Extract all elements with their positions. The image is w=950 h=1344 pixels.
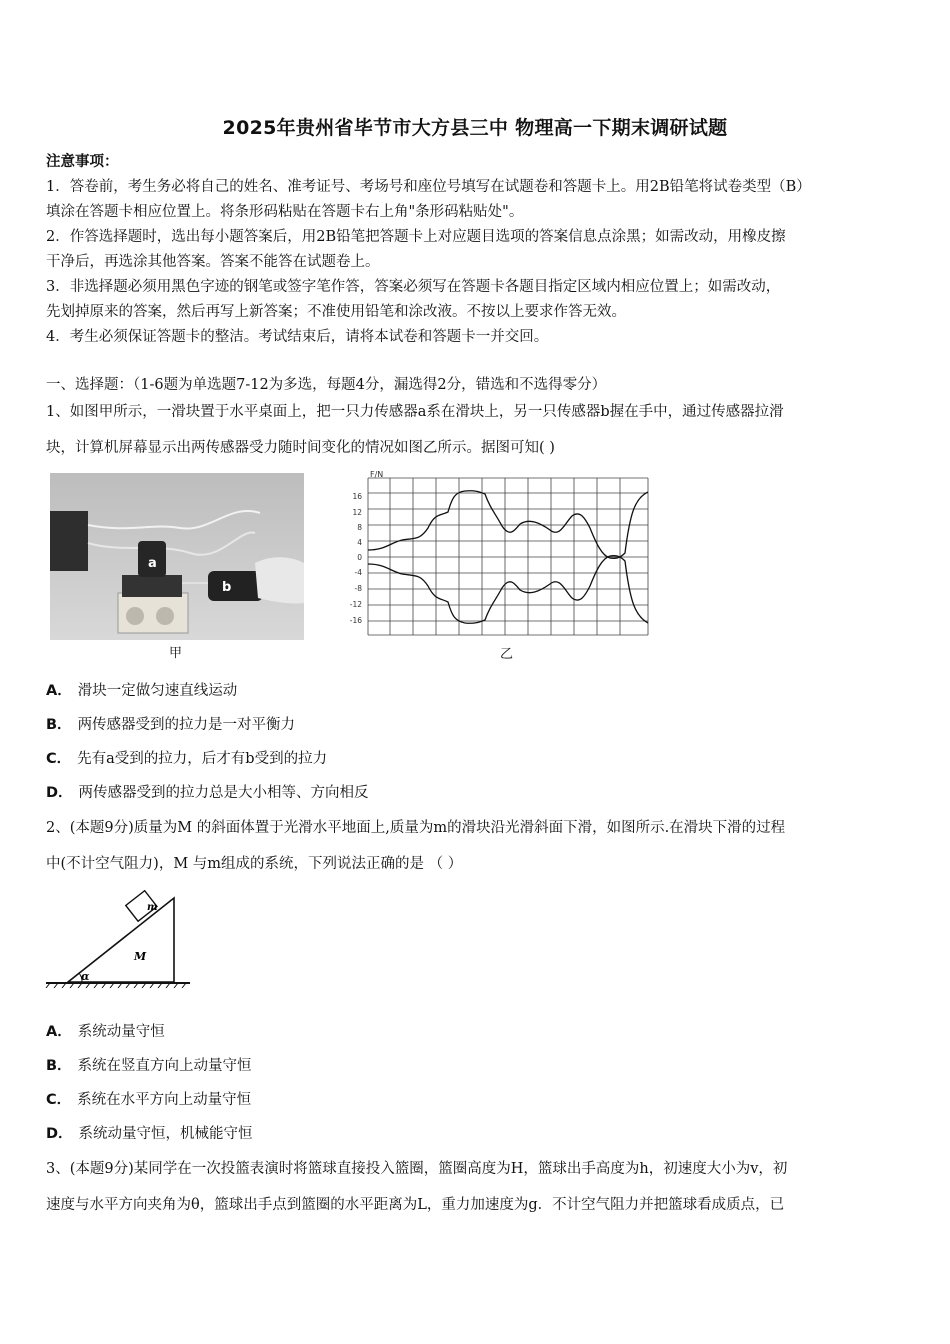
option-text: 系统在竖直方向上动量守恒: [77, 1058, 252, 1074]
sensor-b-curve: [368, 556, 648, 624]
option-letter: B．: [46, 717, 72, 733]
option-text: 滑块一定做匀速直线运动: [77, 683, 238, 699]
option-letter: B．: [46, 1058, 72, 1074]
photo-label-b: b: [222, 580, 232, 595]
y-tick-label: 12: [352, 508, 362, 517]
notice-line: 干净后，再选涂其他答案。答案不能答在试题卷上。: [46, 254, 380, 270]
y-tick-label: -8: [354, 584, 362, 593]
block-m-label: m: [147, 902, 158, 913]
sensor-a-curve: [368, 491, 648, 559]
option-text: 两传感器受到的拉力是一对平衡力: [77, 717, 296, 733]
option-letter: A．: [46, 683, 72, 699]
option-a[interactable]: [46, 681, 237, 701]
notice-line: 填涂在答题卡相应位置上。将条形码粘贴在答题卡右上角"条形码粘贴处"。: [46, 204, 524, 220]
option-b[interactable]: [46, 715, 295, 735]
notice-line: 先划掉原来的答案，然后再写上新答案；不准使用铅笔和涂改液。不按以上要求作答无效。: [46, 304, 626, 320]
y-tick-label: -4: [354, 568, 362, 577]
option-text: 系统动量守恒，机械能守恒: [78, 1126, 253, 1142]
option-c[interactable]: [46, 1090, 251, 1110]
notice-line: 2．作答选择题时，选出每小题答案后，用2B铅笔把答题卡上对应题目选项的答案信息点涂黑；如需改动，用橡皮擦: [46, 229, 786, 245]
section-heading: 一、选择题：（1-6题为单选题7-12为多选，每题4分，漏选得2分，错选和不选得零分）: [46, 377, 607, 393]
question-1-stem: 块，计算机屏幕显示出两传感器受力随时间变化的情况如图乙所示。据图可知( ): [46, 440, 555, 456]
y-tick-label: 0: [357, 553, 362, 562]
photo-label-a: a: [148, 556, 157, 571]
option-c[interactable]: [46, 749, 327, 769]
force-time-graph: [340, 468, 652, 640]
notice-heading: 注意事项：: [46, 153, 119, 170]
option-letter: C．: [46, 1092, 72, 1108]
notice-line: 3．非选择题必须用黑色字迹的钢笔或签字笔作答，答案必须写在答题卡各题目指定区域内相应位置上；如需改动，: [46, 279, 781, 295]
graph-axis-label: F/N: [370, 470, 384, 479]
sensor-photo-drawing: [50, 473, 304, 640]
figure-caption-yi: 乙: [500, 647, 514, 662]
option-text: 两传感器受到的拉力总是大小相等、方向相反: [78, 785, 369, 801]
option-letter: D．: [46, 1126, 73, 1142]
figure-caption-jia: 甲: [169, 646, 183, 661]
option-d[interactable]: [46, 1124, 253, 1144]
question-2-stem: 2、(本题9分)质量为M 的斜面体置于光滑水平地面上,质量为m的滑块沿光滑斜面下滑，如图所示.在滑块下滑的过程: [46, 820, 786, 836]
question-3-stem: 3、(本题9分)某同学在一次投篮表演时将篮球直接投入篮圈，篮圈高度为H，篮球出手高度为h，初速度大小为v，初: [46, 1161, 788, 1177]
y-tick-label: -12: [349, 600, 362, 609]
option-letter: A．: [46, 1024, 72, 1040]
wedge-M-label: M: [134, 950, 147, 963]
force-graph-drawing: [340, 468, 652, 640]
option-text: 系统动量守恒: [77, 1024, 165, 1040]
exam-title: 2025年贵州省毕节市大方县三中 物理高一下期末调研试题: [222, 117, 728, 139]
option-letter: D．: [46, 785, 73, 801]
option-a[interactable]: [46, 1022, 165, 1042]
y-tick-label: 4: [357, 538, 362, 547]
option-text: 先有a受到的拉力，后才有b受到的拉力: [77, 751, 328, 767]
option-d[interactable]: [46, 783, 369, 803]
y-tick-label: -16: [349, 616, 362, 625]
y-tick-label: 16: [352, 492, 362, 501]
notice-line: 1．答卷前，考生务必将自己的姓名、准考证号、考场号和座位号填写在试题卷和答题卡上。用2B铅笔将试卷类型（B）: [46, 179, 811, 195]
y-tick-label: 8: [357, 523, 362, 532]
option-letter: C．: [46, 751, 72, 767]
sensor-photo: [50, 473, 304, 640]
option-text: 系统在水平方向上动量守恒: [77, 1092, 252, 1108]
option-b[interactable]: [46, 1056, 252, 1076]
incline-figure: [44, 888, 192, 988]
incline-drawing: [44, 888, 192, 988]
angle-alpha-label: α: [81, 970, 90, 983]
notice-line: 4．考生必须保证答题卡的整洁。考试结束后，请将本试卷和答题卡一并交回。: [46, 329, 549, 345]
question-2-stem: 中(不计空气阻力)，M 与m组成的系统，下列说法正确的是 （ ）: [46, 856, 463, 872]
question-1-stem: 1、如图甲所示，一滑块置于水平桌面上，把一只力传感器a系在滑块上，另一只传感器b握在手中，通过传感器拉滑: [46, 404, 784, 420]
question-3-stem: 速度与水平方向夹角为θ，篮球出手点到篮圈的水平距离为L，重力加速度为g．不计空气阻力并把篮球看成质点，已: [46, 1197, 785, 1213]
